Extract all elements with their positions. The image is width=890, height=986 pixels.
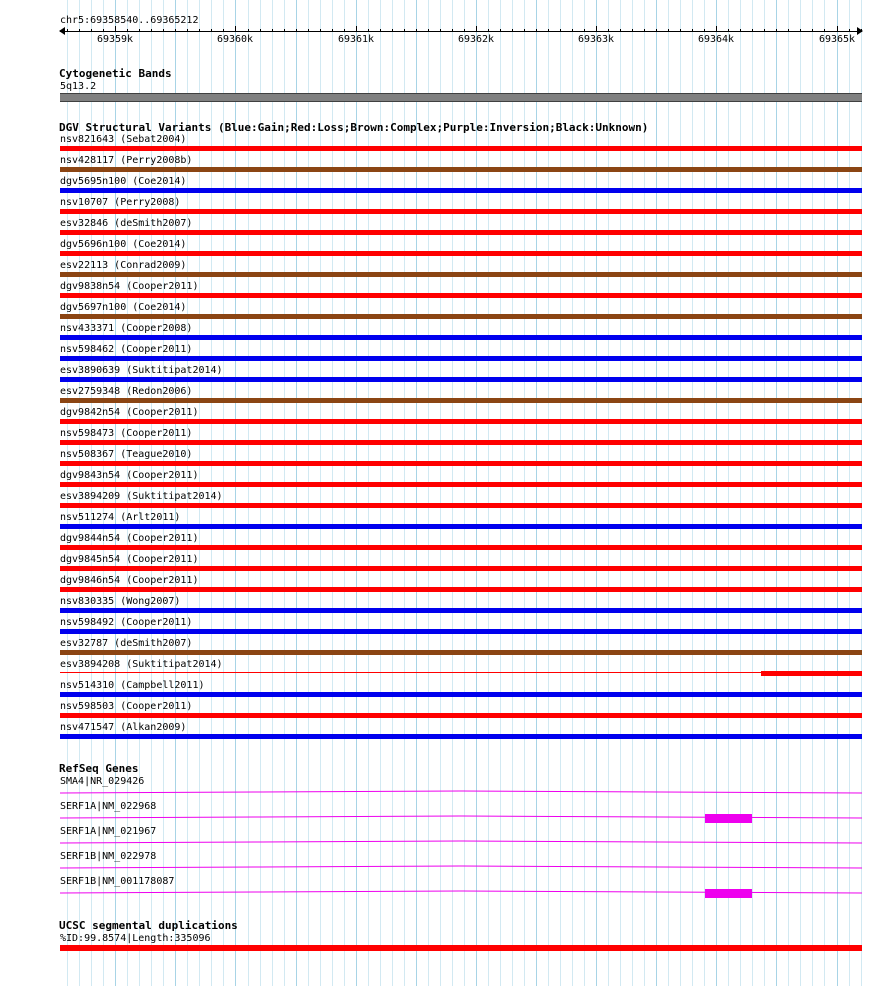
dgv-variant-label: nsv830335 (Wong2007) [60,596,181,607]
ruler-major-tick [837,26,838,32]
ruler-minor-tick [368,29,369,32]
ruler-minor-tick [260,29,261,32]
dgv-variant-label: dgv5695n100 (Coe2014) [60,176,187,187]
dgv-variant-label: nsv511274 (Arlt2011) [60,512,181,523]
dgv-variant-label: nsv598492 (Cooper2011) [60,617,193,628]
ruler-minor-tick [440,29,441,32]
dgv-variant-label: nsv598473 (Cooper2011) [60,428,193,439]
refseq-intron-line[interactable] [60,865,862,871]
ruler-minor-tick [103,29,104,32]
ruler-minor-tick [849,29,850,32]
dgv-variant-bar[interactable] [60,167,862,172]
ruler-minor-tick [248,29,249,32]
refseq-gene-label: SERF1B|NM_022978 [60,851,157,862]
ruler-minor-tick [524,29,525,32]
ruler-minor-tick [692,29,693,32]
ruler-minor-tick [416,29,417,32]
dgv-variant-label: esv3890639 (Suktitipat2014) [60,365,223,376]
dgv-variant-label: nsv821643 (Sebat2004) [60,134,187,145]
dgv-variant-bar[interactable] [60,398,862,403]
ruler-minor-tick [175,29,176,32]
dgv-track-title: DGV Structural Variants (Blue:Gain;Red:Loss;Brown:Complex;Purple:Inversion;Black:Unknown) [59,121,649,134]
dgv-variant-bar[interactable] [60,314,862,319]
dgv-variant-bar[interactable] [60,335,862,340]
cyto-band-label: 5q13.2 [60,81,97,92]
dgv-variant-bar[interactable] [60,440,862,445]
dgv-variant-bar[interactable] [60,629,862,634]
ruler-major-tick [476,26,477,32]
ruler-minor-tick [512,29,513,32]
dgv-variant-label: dgv9844n54 (Cooper2011) [60,533,199,544]
dgv-variant-bar[interactable] [60,524,862,529]
dgv-variant-label: nsv598503 (Cooper2011) [60,701,193,712]
dgv-variant-bar[interactable] [761,671,862,676]
ruler-major-tick [115,26,116,32]
dgv-variant-label: nsv514310 (Campbell2011) [60,680,205,691]
segdup-label: %ID:99.8574|Length:335096 [60,933,211,944]
ruler-minor-tick [199,29,200,32]
ruler-major-tick [356,26,357,32]
dgv-variant-bar[interactable] [60,566,862,571]
ruler-minor-tick [812,29,813,32]
ruler-minor-tick [344,29,345,32]
dgv-variant-bar[interactable] [60,713,862,718]
ruler-minor-tick [428,29,429,32]
ruler-minor-tick [127,29,128,32]
ruler-major-tick [716,26,717,32]
ruler-minor-tick [728,29,729,32]
refseq-gene-label: SERF1B|NM_001178087 [60,876,175,887]
dgv-variant-label: nsv10707 (Perry2008) [60,197,181,208]
dgv-variant-label: dgv9842n54 (Cooper2011) [60,407,199,418]
ruler-axis-line [60,31,862,32]
ruler-minor-tick [680,29,681,32]
ruler-minor-tick [572,29,573,32]
ruler-minor-tick [656,29,657,32]
dgv-variant-bar[interactable] [60,482,862,487]
ruler-minor-tick [488,29,489,32]
ruler-minor-tick [272,29,273,32]
ruler-major-tick [596,26,597,32]
refseq-gene-label: SMA4|NR_029426 [60,776,145,787]
refseq-gene-label: SERF1A|NM_022968 [60,801,157,812]
dgv-variant-label: esv32846 (deSmith2007) [60,218,193,229]
ruler-tick-label: 69361k [337,34,375,45]
ruler-minor-tick [584,29,585,32]
dgv-variant-bar[interactable] [60,188,862,193]
ruler-minor-tick [67,29,68,32]
dgv-variant-label: esv2759348 (Redon2006) [60,386,193,397]
dgv-variant-bar[interactable] [60,377,862,382]
dgv-track-separator [60,672,862,673]
dgv-variant-bar[interactable] [60,419,862,424]
ruler-minor-tick [764,29,765,32]
ruler-minor-tick [380,29,381,32]
dgv-variant-bar[interactable] [60,146,862,151]
dgv-variant-label: nsv508367 (Teague2010) [60,449,193,460]
dgv-variant-bar[interactable] [60,545,862,550]
ruler-minor-tick [320,29,321,32]
ruler-minor-tick [560,29,561,32]
refseq-gene-label: SERF1A|NM_021967 [60,826,157,837]
ruler-tick-label: 69363k [577,34,615,45]
dgv-variant-bar[interactable] [60,293,862,298]
dgv-variant-bar[interactable] [60,650,862,655]
refseq-track-title: RefSeq Genes [59,762,139,775]
ruler-minor-tick [861,29,862,32]
dgv-variant-bar[interactable] [60,356,862,361]
dgv-variant-label: nsv598462 (Cooper2011) [60,344,193,355]
ruler-minor-tick [740,29,741,32]
refseq-intron-line[interactable] [60,840,862,846]
dgv-variant-bar[interactable] [60,461,862,466]
ruler-minor-tick [91,29,92,32]
ruler-minor-tick [608,29,609,32]
ruler-minor-tick [296,29,297,32]
region-label: chr5:69358540..69365212 [60,15,199,26]
dgv-variant-label: nsv471547 (Alkan2009) [60,722,187,733]
refseq-intron-line[interactable] [60,790,862,796]
dgv-variant-bar[interactable] [60,608,862,613]
segdup-track-title: UCSC segmental duplications [59,919,238,932]
ruler-minor-tick [620,29,621,32]
ruler-minor-tick [536,29,537,32]
dgv-variant-label: nsv428117 (Perry2008b) [60,155,193,166]
refseq-exon[interactable] [705,814,752,823]
dgv-variant-label: dgv5696n100 (Coe2014) [60,239,187,250]
refseq-exon[interactable] [705,889,752,898]
ruler-minor-tick [308,29,309,32]
ruler-minor-tick [151,29,152,32]
ruler-tick-label: 69362k [457,34,495,45]
dgv-variant-label: esv22113 (Conrad2009) [60,260,187,271]
ruler-minor-tick [187,29,188,32]
ruler-major-tick [235,26,236,32]
ruler-minor-tick [163,29,164,32]
dgv-variant-bar[interactable] [60,587,862,592]
ruler-minor-tick [223,29,224,32]
dgv-variant-bar[interactable] [60,503,862,508]
ruler-minor-tick [824,29,825,32]
dgv-variant-label: nsv433371 (Cooper2008) [60,323,193,334]
ruler-minor-tick [452,29,453,32]
cyto-track-title: Cytogenetic Bands [59,67,172,80]
dgv-variant-bar[interactable] [60,251,862,256]
dgv-variant-label: esv3894208 (Suktitipat2014) [60,659,223,670]
ruler-minor-tick [788,29,789,32]
dgv-variant-bar[interactable] [60,209,862,214]
ruler-tick-label: 69359k [96,34,134,45]
ruler-minor-tick [776,29,777,32]
dgv-variant-bar[interactable] [60,230,862,235]
ruler-tick-label: 69360k [216,34,254,45]
ruler-minor-tick [548,29,549,32]
dgv-variant-label: dgv9845n54 (Cooper2011) [60,554,199,565]
cyto-band-bar[interactable] [60,93,862,102]
ruler-minor-tick [211,29,212,32]
dgv-variant-label: esv32787 (deSmith2007) [60,638,193,649]
ruler-minor-tick [752,29,753,32]
dgv-variant-bar[interactable] [60,272,862,277]
ruler-minor-tick [79,29,80,32]
segdup-bar[interactable] [60,945,862,951]
ruler-minor-tick [500,29,501,32]
ruler-left-arrow [59,27,65,35]
ruler-minor-tick [632,29,633,32]
ruler-minor-tick [392,29,393,32]
dgv-variant-bar[interactable] [60,692,862,697]
ruler-minor-tick [704,29,705,32]
ruler-minor-tick [332,29,333,32]
ruler-minor-tick [284,29,285,32]
dgv-variant-bar[interactable] [60,734,862,739]
dgv-variant-label: dgv9843n54 (Cooper2011) [60,470,199,481]
ruler-minor-tick [668,29,669,32]
ruler-minor-tick [800,29,801,32]
dgv-variant-label: dgv5697n100 (Coe2014) [60,302,187,313]
ruler-tick-label: 69365k [818,34,856,45]
ruler-minor-tick [644,29,645,32]
ruler-minor-tick [139,29,140,32]
ruler-tick-label: 69364k [697,34,735,45]
ruler-minor-tick [404,29,405,32]
dgv-variant-label: esv3894209 (Suktitipat2014) [60,491,223,502]
dgv-variant-label: dgv9846n54 (Cooper2011) [60,575,199,586]
ruler-right-arrow [857,27,863,35]
dgv-variant-label: dgv9838n54 (Cooper2011) [60,281,199,292]
ruler-minor-tick [464,29,465,32]
